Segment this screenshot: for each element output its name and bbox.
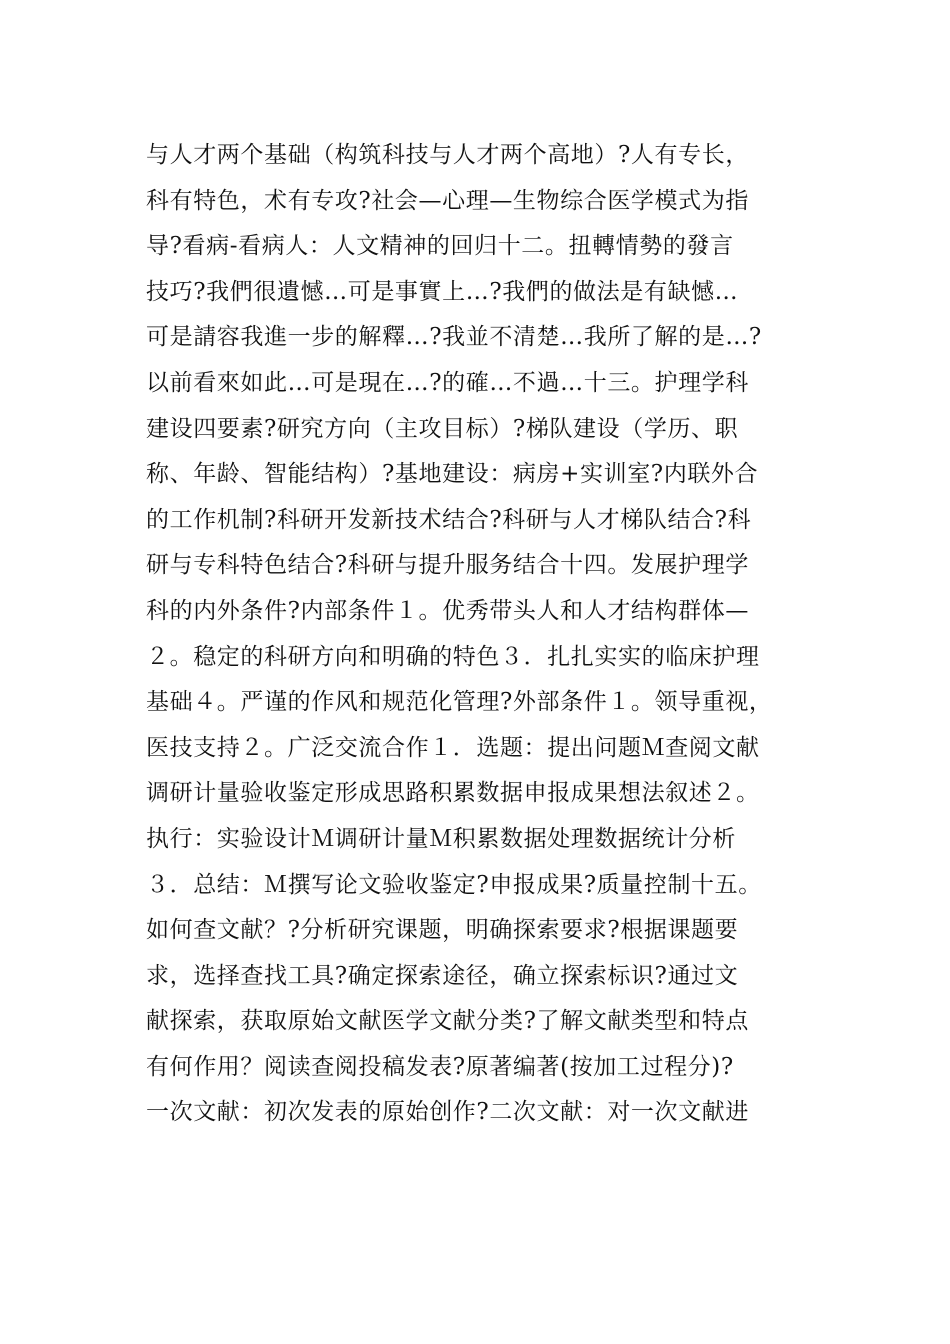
text-line-11: 科的内外条件?内部条件１。优秀带头人和人才结构群体—: [146, 597, 749, 624]
text-line-18: 如何查文献？?分析研究课题，明确探索要求?根据课题要: [146, 917, 739, 944]
text-line-14: 医技支持２。广泛交流合作１．选题：提出问题Ｍ查阅文献: [146, 734, 760, 761]
text-line-3: 导?看病-看病人：人文精神的回归十二。扭轉情勢的發言: [146, 233, 734, 260]
text-line-4: 技巧?我們很遺憾…可是事實上…?我們的做法是有缺憾…: [146, 278, 739, 305]
body-text: [146, 133, 826, 1136]
text-line-6: 以前看來如此…可是現在…?的確…不過…十三。护理学科: [146, 369, 749, 396]
text-line-7: 建设四要素?研究方向（主攻目标）?梯队建设（学历、职: [146, 415, 739, 442]
text-line-5: 可是請容我進一步的解釋…?我並不清楚…我所了解的是…?: [146, 324, 762, 351]
text-line-9: 的工作机制?科研开发新技术结合?科研与人才梯队结合?科: [146, 506, 752, 533]
text-line-12: ２。稳定的科研方向和明确的特色３．扎扎实实的临床护理: [146, 643, 760, 670]
text-line-19: 求，选择查找工具?确定探索途径，确立探索标识?通过文: [146, 962, 739, 989]
text-line-15: 调研计量验收鉴定形成思路积累数据申报成果想法叙述２。: [146, 780, 760, 807]
text-line-2: 科有特色，术有专攻?社会—心理—生物综合医学模式为指: [146, 187, 749, 214]
text-line-17: ３．总结：Ｍ撰写论文验收鉴定?申报成果?质量控制十五。: [146, 871, 762, 898]
text-line-21: 有何作用？阅读查阅投稿发表?原著编著(按加工过程分)?: [146, 1053, 734, 1080]
text-line-13: 基础４。严谨的作风和规范化管理?外部条件１。领导重视，: [146, 689, 773, 716]
text-line-20: 献探索，获取原始文献医学文献分类?了解文献类型和特点: [146, 1008, 749, 1035]
text-line-1: 与人才两个基础（构筑科技与人才两个高地）?人有专长，: [146, 142, 749, 168]
text-line-8: 称、年龄、智能结构）?基地建设：病房+实训室?内联外合: [146, 461, 759, 488]
text-line-22: 一次文献：初次发表的原始创作?二次文献：对一次文献进: [146, 1099, 749, 1126]
text-line-16: 执行：实验设计Ｍ调研计量Ｍ积累数据处理数据统计分析: [146, 825, 736, 852]
text-line-10: 研与专科特色结合?科研与提升服务结合十四。发展护理学: [146, 552, 749, 579]
